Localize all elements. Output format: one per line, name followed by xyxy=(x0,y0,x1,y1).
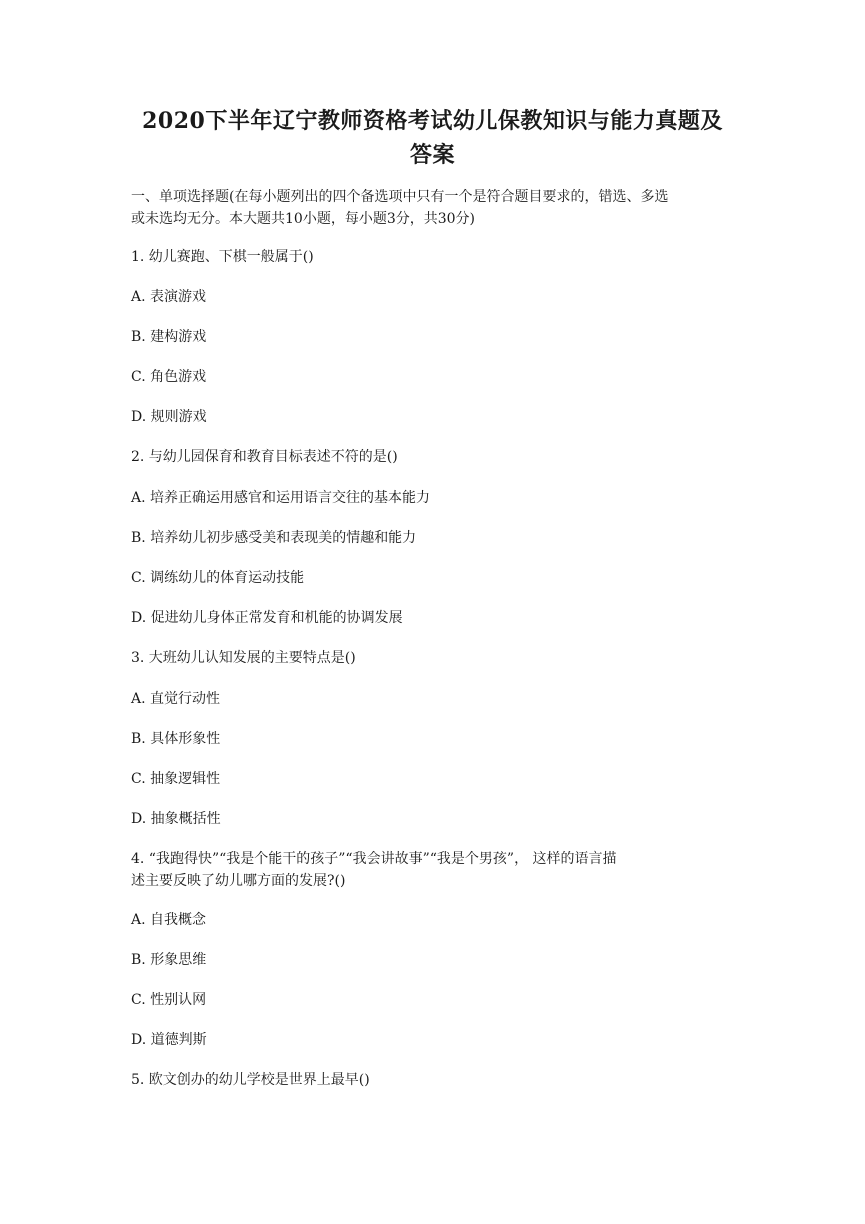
question-2-stem: 2. 与幼儿园保育和教育目标表述不符的是() xyxy=(131,449,398,465)
question-2-option-a: A. 培养正确运用感官和运用语言交往的基本能力 xyxy=(131,490,431,506)
section-intro-line-1: 一、单项选择题(在每小题列出的四个备选项中只有一个是符合题目要求的，错选、多选 xyxy=(131,189,669,205)
title-line-1: 2020下半年辽宁教师资格考试幼儿保教知识与能力真题及 xyxy=(142,108,723,134)
question-1-option-a: A. 表演游戏 xyxy=(131,289,207,305)
question-3-option-b: B. 具体形象性 xyxy=(131,731,221,747)
question-4-option-c: C. 性别认网 xyxy=(131,992,207,1008)
document-title xyxy=(120,104,745,172)
question-3-option-d: D. 抽象概括性 xyxy=(131,811,221,827)
title-line-2: 答案 xyxy=(409,142,455,168)
question-4-option-d: D. 道德判斯 xyxy=(131,1032,207,1048)
question-2-option-b: B. 培养幼儿初步感受美和表现美的情趣和能力 xyxy=(131,530,417,546)
question-1-option-b: B. 建构游戏 xyxy=(131,329,207,345)
question-4-option-a: A. 自我概念 xyxy=(131,912,207,928)
question-2-option-c: C. 调练幼儿的体育运动技能 xyxy=(131,570,305,586)
question-2-option-d: D. 促进幼儿身体正常发育和机能的协调发展 xyxy=(131,610,403,626)
question-4-stem-line-2: 述主要反映了幼儿哪方面的发展?() xyxy=(131,873,346,889)
question-3-option-a: A. 直觉行动性 xyxy=(131,691,221,707)
question-5-stem: 5. 欧文创办的幼儿学校是世界上最早() xyxy=(131,1072,370,1088)
question-1-option-d: D. 规则游戏 xyxy=(131,409,207,425)
section-intro-line-2: 或未选均无分。本大题共10小题，每小题3分，共30分) xyxy=(131,211,475,227)
question-4-option-b: B. 形象思维 xyxy=(131,952,207,968)
question-3-stem: 3. 大班幼儿认知发展的主要特点是() xyxy=(131,650,356,666)
question-1-option-c: C. 角色游戏 xyxy=(131,369,207,385)
question-1-stem: 1. 幼儿赛跑、下棋一般属于() xyxy=(131,249,314,265)
question-3-option-c: C. 抽象逻辑性 xyxy=(131,771,221,787)
question-4-stem-line-1: 4. “我跑得快”“我是个能干的孩子”“我会讲故事”“我是个男孩”， 这样的语言描 xyxy=(131,851,617,867)
